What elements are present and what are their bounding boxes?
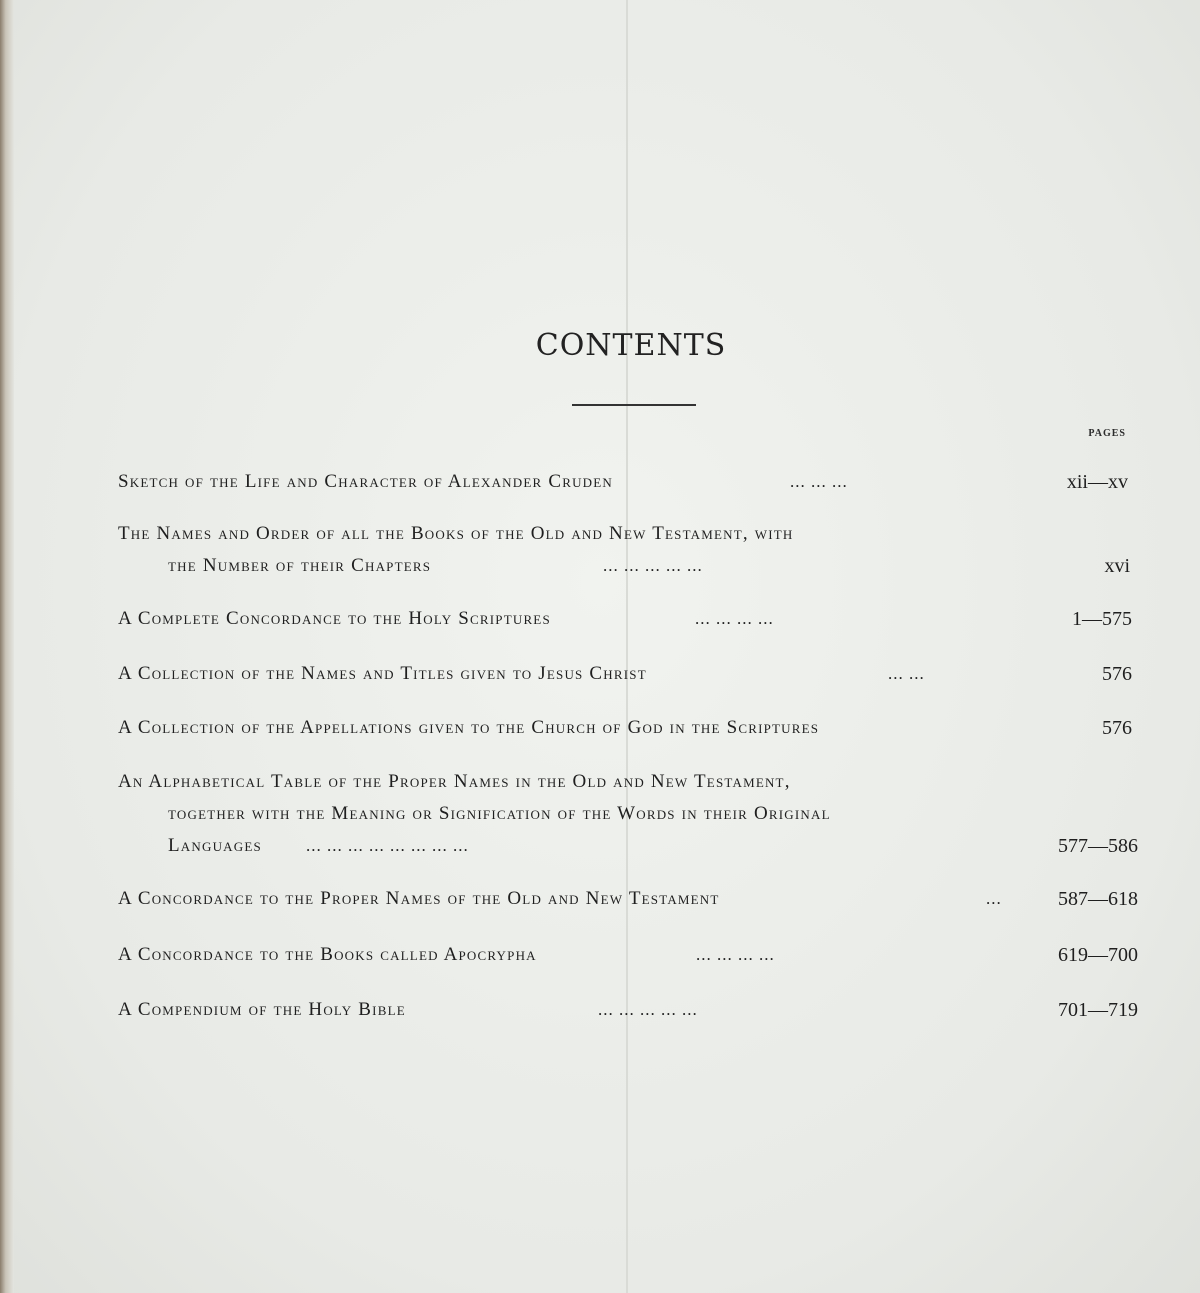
toc-entry [118,994,1138,1026]
toc-entry-pages: 576 [1102,717,1132,739]
dot-leader: ... [986,889,1002,908]
toc-entry-title: An Alphabetical Table of the Proper Names in the Old and New Testament, [118,771,791,792]
toc-entry-title-continued: the Number of their Chapters [168,555,432,576]
toc-entry-title: A Collection of the Names and Titles given to Jesus Christ [118,663,647,684]
page-binding-edge [0,0,14,1293]
dot-leader: ... ... ... ... ... [598,1000,698,1019]
toc-entry-title: The Names and Order of all the Books of the Old and New Testament, with [118,523,794,544]
dot-leader: ... ... ... ... ... [603,556,703,575]
toc-entry-pages: 576 [1102,663,1132,685]
toc-entry-pages: 1—575 [1072,608,1132,630]
dot-leader: ... ... ... ... [695,609,774,628]
toc-entry-title-continued: together with the Meaning or Signification of the Words in their Original [168,803,831,824]
toc-entry-pages: xvi [1104,555,1130,577]
page-title: CONTENTS [535,328,727,363]
toc-entry-pages: xii—xv [1066,471,1128,493]
toc-entry [118,939,1138,971]
toc-entry [118,766,1138,862]
toc-entry-title: A Compendium of the Holy Bible [118,999,406,1020]
toc-entry [118,603,1138,635]
toc-entry-pages: 587—618 [1058,888,1138,910]
toc-entry-title: A Collection of the Appellations given to the Church of God in the Scriptures [118,717,820,738]
toc-entry-title-continued: Languages [168,835,262,856]
toc-entry-pages: 701—719 [1058,999,1138,1021]
title-rule [572,404,696,406]
toc-entry [118,518,1138,582]
toc-entry [118,712,1138,744]
show-through-column-gutter [626,0,628,1293]
toc-entry-title: A Concordance to the Proper Names of the Old and New Testament [118,888,720,909]
toc-entry [118,466,1138,498]
toc-entry-pages: 577—586 [1058,835,1138,857]
toc-entry-title: A Concordance to the Books called Apocrypha [118,944,537,965]
toc-entry-title: Sketch of the Life and Character of Alexander Cruden [118,471,613,492]
toc-entry [118,658,1138,690]
dot-leader: ... ... ... [790,472,848,491]
dot-leader: ... ... ... ... [696,945,775,964]
pages-column-heading: PAGES [1088,428,1126,439]
toc-entry-title: A Complete Concordance to the Holy Scriptures [118,608,551,629]
dot-leader: ... ... [888,664,925,683]
dot-leader: ... ... ... ... ... ... ... ... [306,836,469,855]
toc-entry-pages: 619—700 [1058,944,1138,966]
toc-entry [118,883,1138,915]
